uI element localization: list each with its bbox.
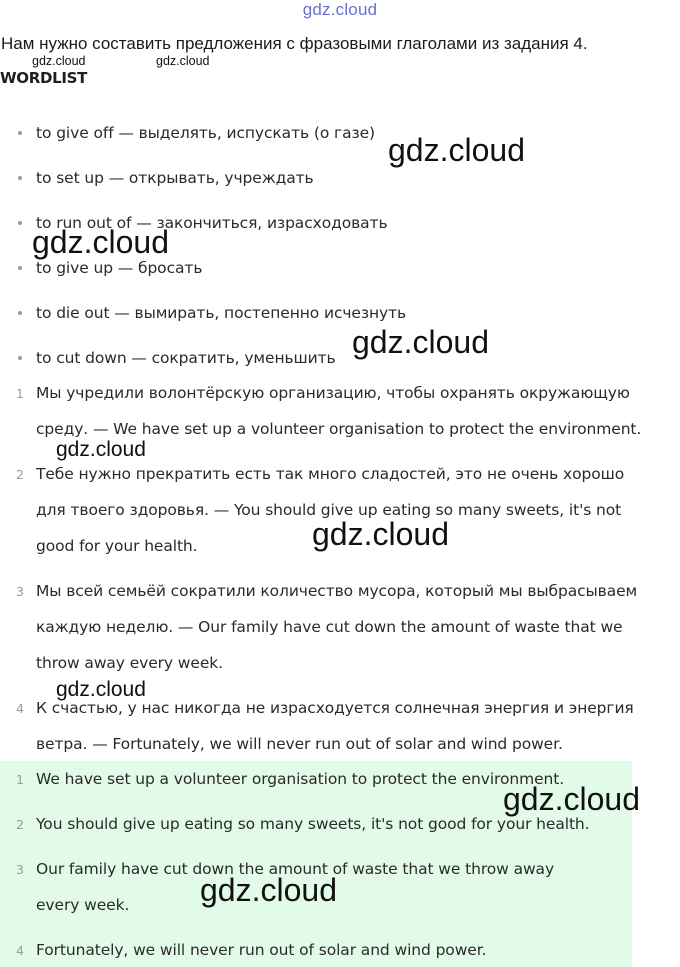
list-item-line: throw away every week. [36, 654, 223, 672]
bullet-icon [18, 221, 22, 225]
answer-line: Our family have cut down the amount of waste that we throw away [36, 860, 555, 878]
wordlist-item: to cut down — сократить, уменьшить [36, 349, 336, 367]
watermark: gdz.cloud [56, 438, 146, 461]
watermark: gdz.cloud [200, 872, 337, 908]
list-number: 1 [16, 772, 24, 787]
list-item-line: ветра. — Fortunately, we will never run out of solar and wind power. [36, 735, 563, 753]
list-item-line: Мы всей семьёй сократили количество мусора, который мы выбрасываем [36, 582, 638, 600]
list-number: 3 [16, 584, 24, 599]
intro-text: Нам нужно составить предложения с фразовыми глаголами из задания 4. [1, 34, 588, 53]
small-watermark: gdz.cloud [32, 54, 86, 68]
list-number: 4 [16, 701, 24, 716]
top-watermark: gdz.cloud [302, 0, 378, 19]
bullet-icon [18, 131, 22, 135]
list-number: 1 [16, 386, 24, 401]
bullet-icon [18, 176, 22, 180]
list-item-line: Тебе нужно прекратить есть так много сладостей, это не очень хорошо [36, 465, 625, 483]
small-watermark: gdz.cloud [156, 54, 210, 68]
watermark: gdz.cloud [56, 678, 146, 701]
list-number: 4 [16, 943, 24, 958]
answer-line: You should give up eating so many sweets, it's not good for your health. [36, 815, 590, 833]
list-item-line: каждую неделю. — Our family have cut down the amount of waste that we [36, 618, 623, 636]
answer-line: every week. [36, 896, 130, 914]
list-item-line: Мы учредили волонтёрскую организацию, чтобы охранять окружающую [36, 384, 630, 402]
list-number: 2 [16, 467, 24, 482]
wordlist-item: to die out — вымирать, постепенно исчезнуть [36, 304, 407, 322]
wordlist-item: to run out of — закончиться, израсходовать [36, 214, 388, 232]
bullet-icon [18, 356, 22, 360]
wordlist-item: to set up — открывать, учреждать [36, 169, 314, 187]
watermark: gdz.cloud [503, 781, 640, 817]
watermark: gdz.cloud [32, 224, 169, 260]
list-number: 3 [16, 862, 24, 877]
watermark: gdz.cloud [312, 516, 449, 552]
wordlist-item: to give off — выделять, испускать (о газе) [36, 124, 375, 142]
bullet-icon [18, 266, 22, 270]
list-item-line: для твоего здоровья. — You should give up eating so many sweets, it's not [36, 501, 622, 519]
list-item-line: К счастью, у нас никогда не израсходуется солнечная энергия и энергия [36, 699, 634, 717]
watermark: gdz.cloud [388, 132, 525, 168]
list-item-line: среду. — We have set up a volunteer organisation to protect the environment. [36, 420, 642, 438]
list-number: 2 [16, 817, 24, 832]
answer-line: Fortunately, we will never run out of solar and wind power. [36, 941, 487, 959]
wordlist-heading: WORDLIST [0, 69, 88, 87]
list-item-line: good for your health. [36, 537, 198, 555]
bullet-icon [18, 311, 22, 315]
watermark: gdz.cloud [352, 324, 489, 360]
wordlist-item: to give up — бросать [36, 259, 203, 277]
answer-line: We have set up a volunteer organisation to protect the environment. [36, 770, 565, 788]
